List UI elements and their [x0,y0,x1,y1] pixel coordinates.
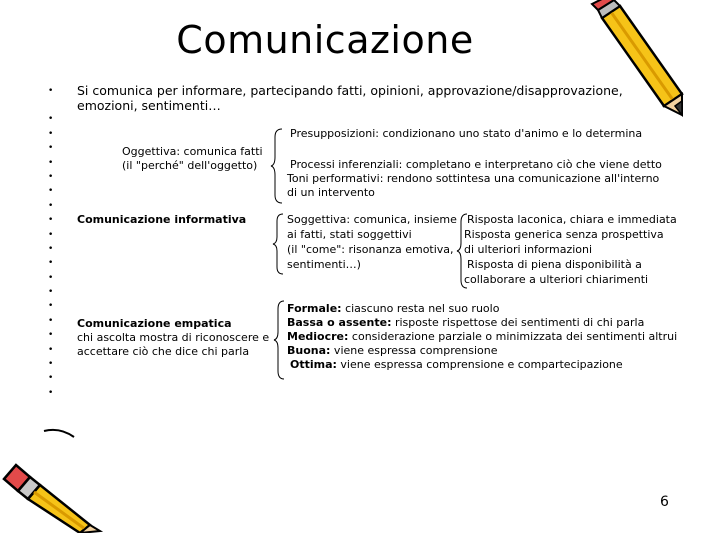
pencil-icon [578,0,690,118]
soggettiva-line-1: Soggettiva: comunica, insieme [287,213,457,226]
empatia-level-formale: Formale: ciascuno resta nel suo ruolo [287,302,500,315]
risposta-line-5: collaborare a ulteriori chiarimenti [464,273,649,286]
bullet: • [48,243,54,254]
bullet: • [48,272,54,283]
bullet: • [48,387,54,398]
presupposizioni-text: Presupposizioni: condizionano uno stato d'animo e lo determina [290,127,643,140]
oggettiva-label: Oggettiva: comunica fatti [122,145,263,158]
toni-performativi-text: Toni performativi: rendono sottintesa una comunicazione all'interno [287,172,660,185]
bullet: • [48,301,54,312]
empatica-desc-1: chi ascolta mostra di riconoscere e [77,331,270,344]
bullet: • [48,287,54,298]
risposta-line-2: Risposta generica senza prospettiva [464,228,664,241]
bullet: • [48,128,54,139]
bullet: • [48,200,54,211]
brace-informativa [272,213,286,275]
bullet: • [48,157,54,168]
bullet: • [48,143,54,154]
risposta-line-4: Risposta di piena disponibilità a [467,258,642,271]
empatia-level-ottima: Ottima: viene espressa comprensione e compartecipazione [290,358,623,371]
toni-performativi-cont: di un intervento [287,186,375,199]
bullet: • [48,359,54,370]
bullet-list [48,84,58,400]
bullet: • [48,258,54,269]
bullet: • [48,330,54,341]
soggettiva-line-2: ai fatti, stati soggettivi [287,228,412,241]
brace-oggettiva [270,127,286,205]
empatia-level-buona: Buona: viene espressa comprensione [287,344,498,357]
page-title: Comunicazione [176,18,474,62]
soggettiva-line-3: (il "come": risonanza emotiva, [287,243,454,256]
soggettiva-line-4: sentimenti…) [287,258,361,271]
bullet: • [48,186,54,197]
bullet: • [48,86,54,96]
brace-empatica [273,300,287,380]
bullet: • [48,114,54,125]
risposta-line-3: di ulteriori informazioni [464,243,593,256]
page-number: 6 [660,494,669,510]
intro-text: Si comunica per informare, partecipando fatti, opinioni, approvazione/disapprovazione, emozioni, sentimenti… [77,83,623,113]
pencil-icon [0,425,130,533]
processi-inferenziali-text: Processi inferenziali: completano e interpretano ciò che viene detto [290,158,662,171]
risposta-line-1: Risposta laconica, chiara e immediata [467,213,677,226]
oggettiva-desc: (il "perché" dell'oggetto) [122,159,258,172]
bullet: • [48,171,54,182]
empatica-desc-2: accettare ciò che dice chi parla [77,345,250,358]
bullet: • [48,315,54,326]
empatia-level-mediocre: Mediocre: considerazione parziale o minimizzata dei sentimenti altrui [287,330,678,343]
bullet: • [48,215,54,226]
bullet: • [48,373,54,384]
bullet: • [48,344,54,355]
empatica-label: Comunicazione empatica [77,317,232,330]
informativa-label: Comunicazione informativa [77,213,247,226]
empatia-level-bassa: Bassa o assente: risposte rispettose dei sentimenti di chi parla [287,316,645,329]
bullet: • [48,229,54,240]
